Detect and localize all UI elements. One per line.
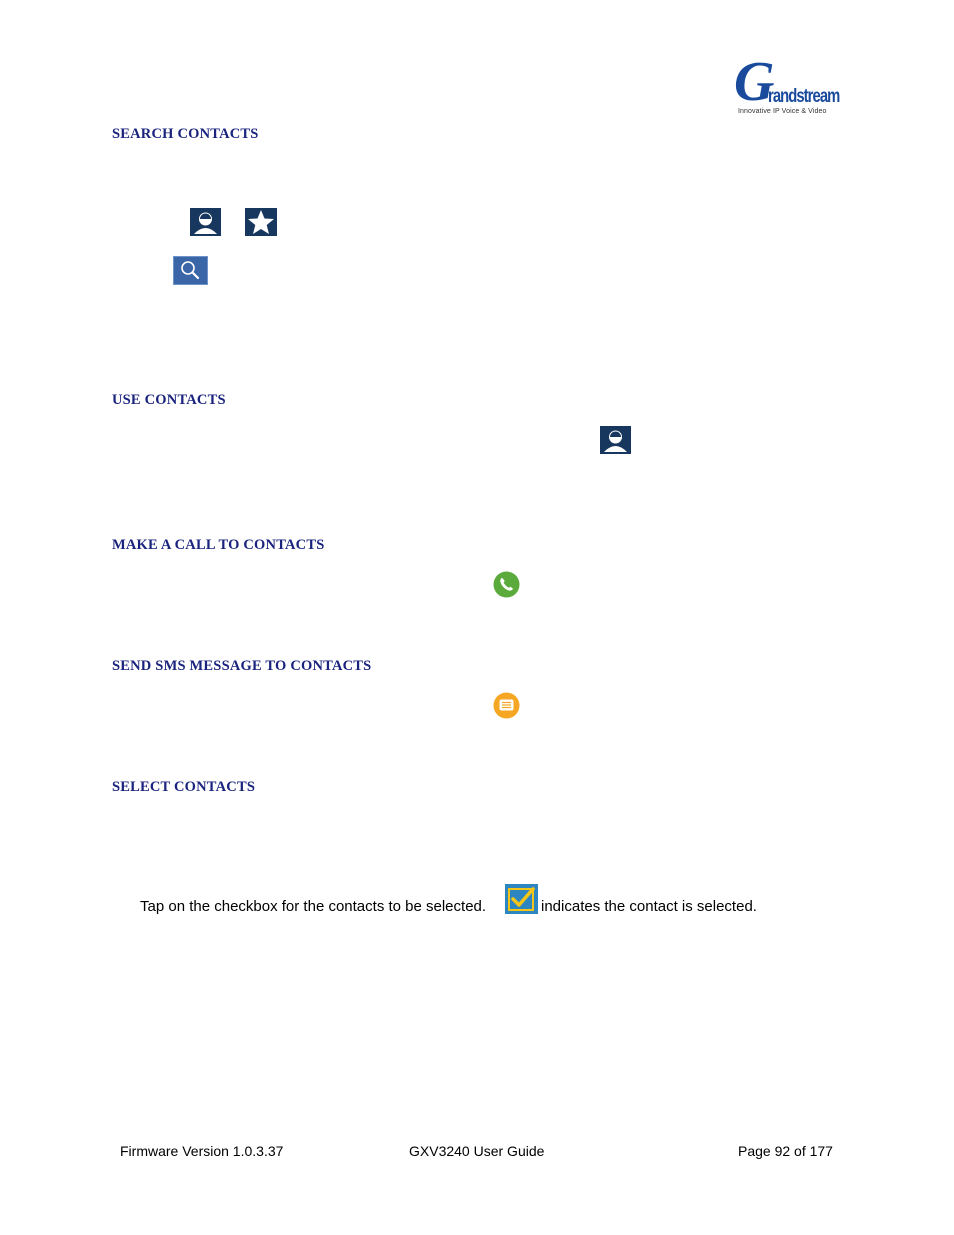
checked-checkbox-icon [505, 884, 538, 914]
heading-use-contacts: USE CONTACTS [112, 392, 226, 408]
logo-wordmark: randstream [768, 86, 840, 107]
heading-search-contacts: SEARCH CONTACTS [112, 126, 259, 142]
footer-firmware-version: Firmware Version 1.0.3.37 [120, 1143, 284, 1159]
heading-make-call: MAKE A CALL TO CONTACTS [112, 537, 325, 553]
contacts-person-icon [190, 208, 221, 236]
footer-guide-title: GXV3240 User Guide [409, 1143, 545, 1159]
selected-indicator-text: indicates the contact is selected. [541, 898, 757, 915]
logo-letter: G [734, 51, 775, 113]
sms-message-icon [493, 692, 520, 719]
phone-call-icon [493, 571, 520, 598]
heading-select-contacts: SELECT CONTACTS [112, 779, 256, 795]
footer-page-number: Page 92 of 177 [738, 1143, 833, 1159]
contacts-person-icon [600, 426, 631, 454]
search-icon [173, 256, 208, 285]
heading-send-sms: SEND SMS MESSAGE TO CONTACTS [112, 658, 372, 674]
select-instruction-text: Tap on the checkbox for the contacts to be selected. [140, 898, 487, 915]
grandstream-logo [734, 51, 840, 118]
logo-tagline: Innovative IP Voice & Video [738, 108, 827, 115]
favorites-star-icon [245, 208, 277, 236]
